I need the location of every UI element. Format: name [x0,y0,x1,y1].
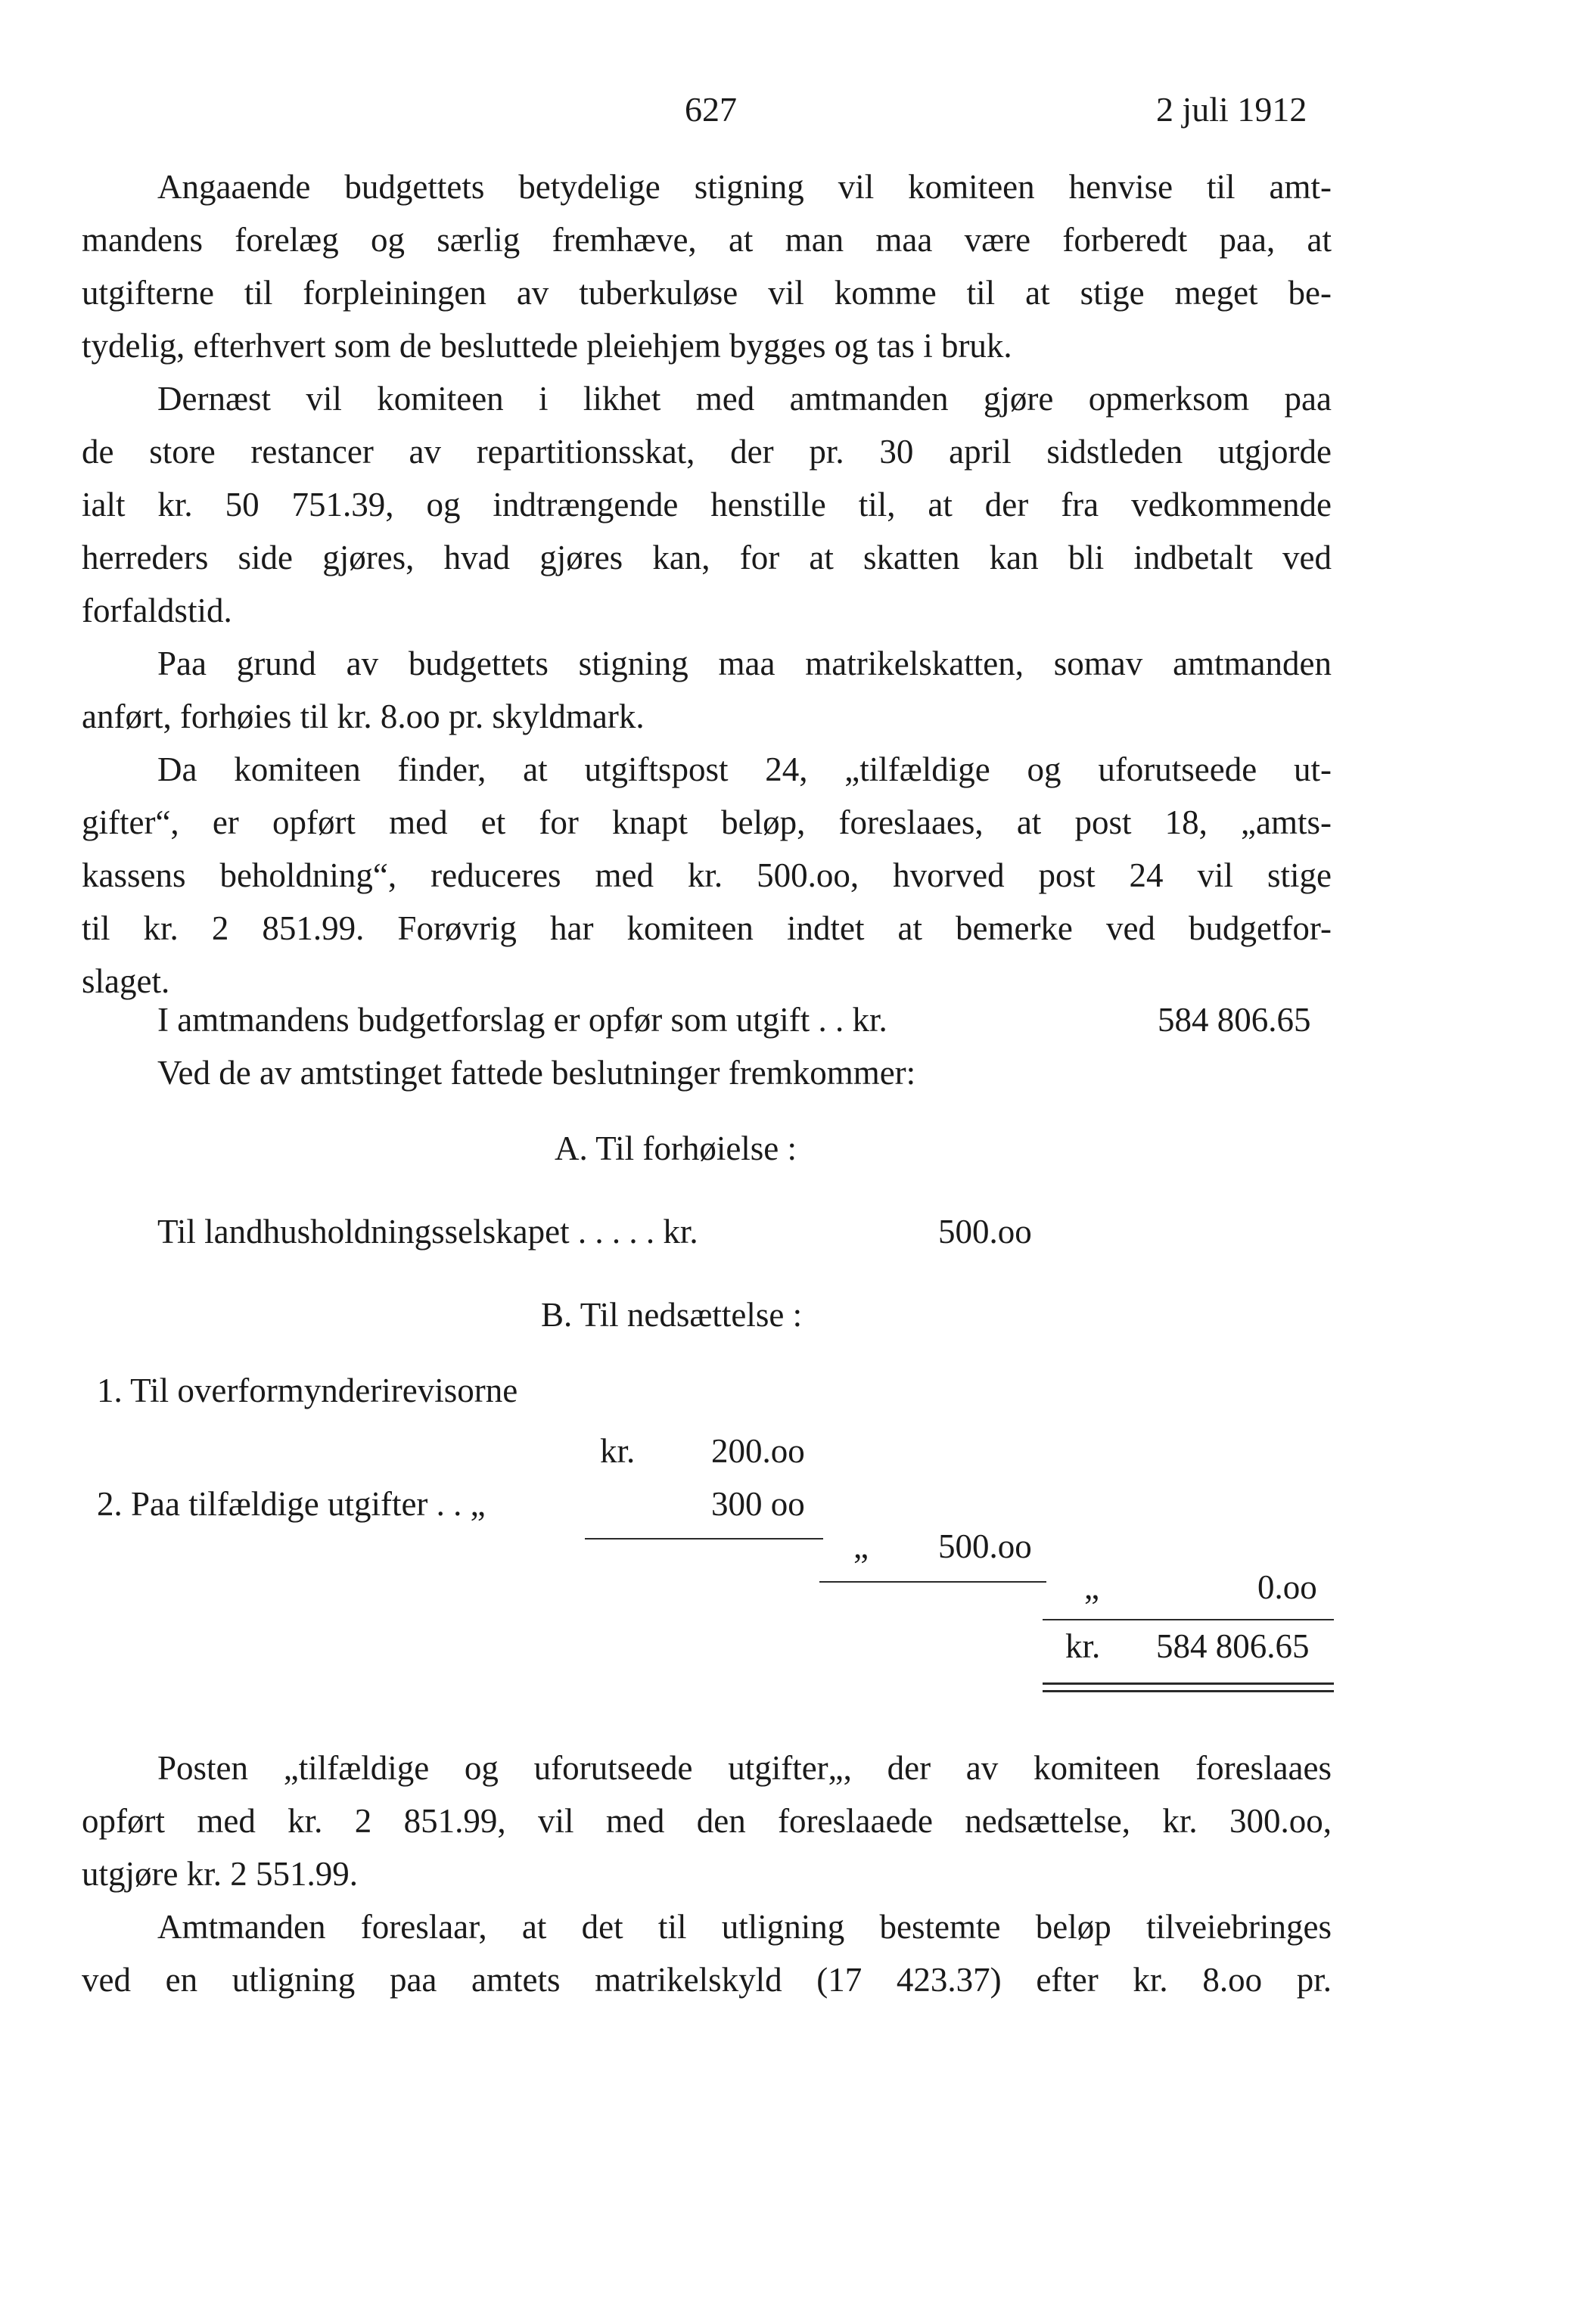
paragraph-levy-proposal [82,1900,1332,2006]
text-line: Posten „tilfældige og uforutseede utgifter„, der av komiteen foreslaaes [157,1749,1332,1787]
text-line: utgjøre kr. 2 551.99. [82,1855,358,1893]
paragraph-tax-arrears [82,372,1332,637]
text-line: slaget. [82,962,170,1000]
text-line: Dernæst vil komiteen i likhet med amtmanden gjøre opmerksom paa [157,380,1332,418]
text-line: ved en utligning paa amtets matrikelskyld (17 423.37) efter kr. 8.oo pr. [82,1961,1332,1999]
text-line: mandens forelæg og særlig fremhæve, at man maa være forberedt paa, at [82,221,1332,259]
page-date: 2 juli 1912 [1156,90,1307,129]
total-double-rule-1 [1043,1682,1334,1685]
subtotal-rule [585,1538,823,1539]
section-b-item-1-currency: kr. [600,1432,636,1470]
section-b-heading: B. Til nedsættelse : [541,1296,803,1334]
page-number: 627 [685,90,737,129]
text-line: utgifterne til forpleiningen av tuberkuløse vil komme til at stige meget be- [82,274,1332,312]
text-line: herreders side gjøres, hvad gjøres kan, for at skatten kan bli indbetalt ved [82,539,1332,576]
net-rule [819,1581,1046,1583]
paragraph-post-reduction [82,1741,1332,1900]
section-b-subtotal: 500.oo [938,1527,1032,1565]
total-top-rule [1043,1619,1334,1620]
text-line: Amtmanden foreslaar, at det til utligning bestemte beløp tilveiebringes [157,1908,1332,1946]
paragraph-expense-post [82,743,1332,1008]
total-amount: 584 806.65 [1156,1627,1310,1665]
section-a-item-label: Til landhusholdningsselskapet . . . . . kr. [157,1213,698,1251]
text-line: forfaldstid. [82,592,232,629]
text-line: Paa grund av budgettets stigning maa matrikelskatten, somav amtmanden [157,645,1332,682]
section-b-subtotal-mark: „ [853,1527,869,1565]
net-amount: 0.oo [1257,1568,1317,1606]
text-line: Da komiteen finder, at utgiftspost 24, „tilfældige og uforutseede ut- [157,750,1332,788]
section-b-item-2-amount: 300 oo [711,1485,805,1523]
section-a-heading: A. Til forhøielse : [555,1129,797,1167]
text-line: anført, forhøies til kr. 8.oo pr. skyldmark. [82,698,645,735]
section-b-item-2-label: 2. Paa tilfældige utgifter . . „ [97,1485,486,1523]
net-mark: „ [1084,1568,1099,1606]
paragraph-budget-increase [82,160,1332,372]
total-currency: kr. [1065,1627,1101,1665]
section-b-item-1-label: 1. Til overformynderirevisorne [97,1372,518,1409]
text-line: til kr. 2 851.99. Forøvrig har komiteen indtet at bemerke ved budgetfor- [82,909,1332,947]
decisions-intro: Ved de av amtstinget fattede beslutninger fremkommer: [157,1054,916,1092]
total-double-rule-2 [1043,1690,1334,1692]
section-a-item-amount: 500.oo [938,1213,1032,1251]
text-line: Angaaende budgettets betydelige stigning vil komiteen henvise til amt- [157,168,1332,206]
text-line: de store restancer av repartitionsskat, der pr. 30 april sidstleden utgjorde [82,433,1332,471]
text-line: gifter“, er opført med et for knapt beløp, foreslaaes, at post 18, „amts- [82,803,1332,841]
text-line: ialt kr. 50 751.39, og indtrængende henstille til, at der fra vedkommende [82,486,1332,524]
paragraph-matrikel-tax [82,637,1332,743]
text-line: opført med kr. 2 851.99, vil med den foreslaaede nedsættelse, kr. 300.oo, [82,1802,1332,1840]
budget-proposal-amount: 584 806.65 [1158,1001,1311,1039]
text-line: kassens beholdning“, reduceres med kr. 500.oo, hvorved post 24 vil stige [82,856,1332,894]
text-line: tydelig, efterhvert som de besluttede pleiehjem bygges og tas i bruk. [82,327,1012,365]
budget-proposal-label: I amtmandens budgetforslag er opfør som utgift . . kr. [157,1001,887,1039]
section-b-item-1-amount: 200.oo [711,1432,805,1470]
